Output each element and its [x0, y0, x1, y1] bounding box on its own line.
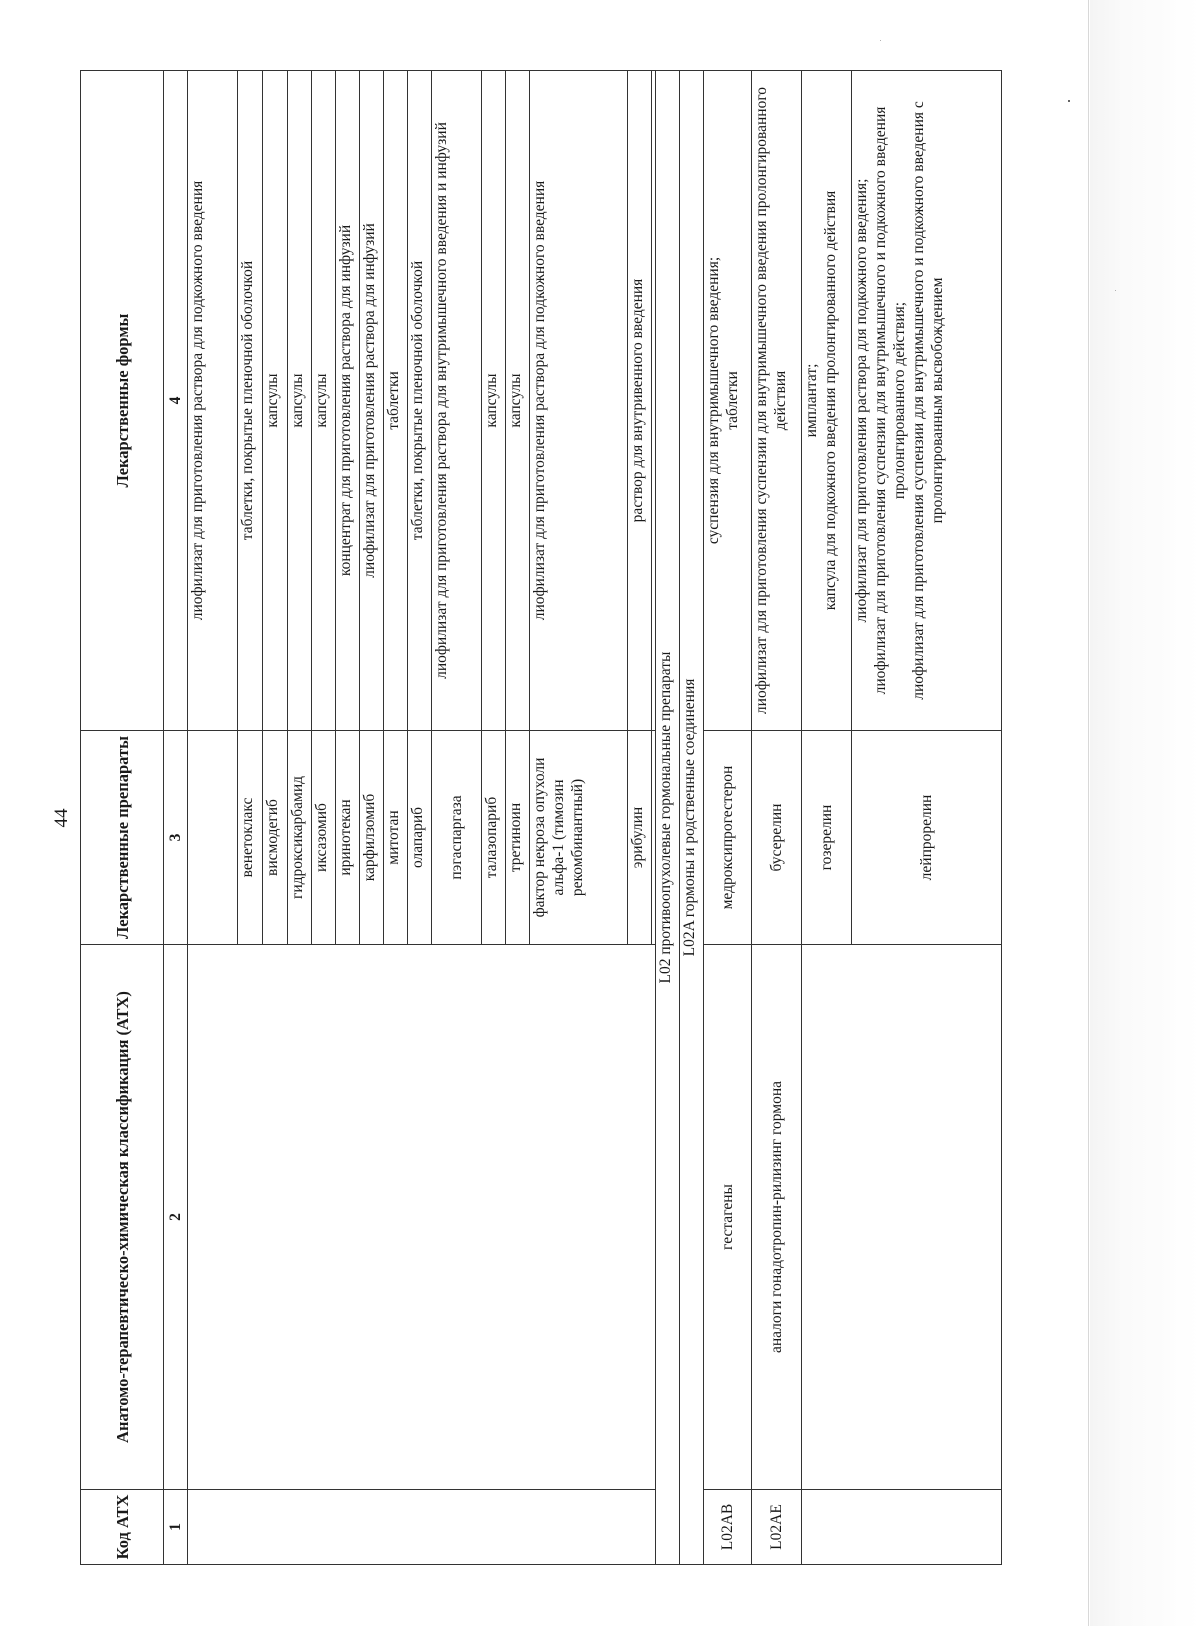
column-number: 1: [164, 1490, 188, 1565]
form-cell: капсулы: [263, 71, 288, 731]
drug-cell: талазопариб: [482, 731, 506, 945]
page-number: 44: [51, 808, 72, 828]
drug-cell: венетоклакс: [238, 731, 263, 945]
form-line: таблетки: [724, 371, 741, 430]
form-cell: раствор для внутривенного введения: [628, 71, 652, 731]
drug-cell: медроксипрогестерон: [704, 731, 752, 945]
form-cell: лиофилизат для приготовления раствора для внутримышечного введения и инфузий: [432, 71, 482, 731]
form-cell: [802, 71, 852, 731]
form-cell: таблетки, покрытые пленочной оболочкой: [238, 71, 263, 731]
header-classification: Анатомо-терапевтическо-химическая классификация (АТХ): [81, 945, 164, 1490]
drug-cell: гозерелин: [802, 731, 852, 945]
form-cell: таблетки: [384, 71, 408, 731]
column-number: 3: [164, 731, 188, 945]
section-row-l02a: [680, 71, 704, 1565]
drug-cell: висмодегиб: [263, 731, 288, 945]
form-cell: таблетки, покрытые пленочной оболочкой: [408, 71, 432, 731]
atx-code: L02AB: [704, 1490, 752, 1565]
form-line: имплантат;: [803, 363, 820, 438]
section-l02: L02 противоопухолевые гормональные препараты: [656, 71, 680, 1565]
form-line: лиофилизат для приготовления суспензии для внутримышечного и подкожного введения пролонгированного действия;: [872, 106, 908, 695]
classification-cell-empty: [802, 945, 1002, 1490]
form-cell: капсулы: [506, 71, 530, 731]
section-row-l02: [656, 71, 680, 1565]
classification-cell-empty: [188, 945, 656, 1490]
form-line: лиофилизат для приготовления раствора для подкожного введения;: [853, 178, 870, 623]
header-drugs: Лекарственные препараты: [81, 731, 164, 945]
scan-speck: [880, 40, 881, 41]
rotated-document: [50, 68, 1110, 1568]
table-row-l02ab: [704, 71, 752, 1565]
form-cell: лиофилизат для приготовления суспензии для внутримышечного введения пролонгированного действия: [752, 71, 802, 731]
column-number: 2: [164, 945, 188, 1490]
header-code: Код АТХ: [81, 1490, 164, 1565]
form-cell: лиофилизат для приготовления раствора для инфузий: [360, 71, 384, 731]
drug-cell: пэгаспаргаза: [432, 731, 482, 945]
form-cell: лиофилизат для приготовления раствора для подкожного введения: [188, 71, 238, 731]
drug-cell: карфилзомиб: [360, 731, 384, 945]
form-cell: [704, 71, 752, 731]
form-cell: капсулы: [482, 71, 506, 731]
atx-group: гестагены: [704, 945, 752, 1490]
drug-cell: эрибулин: [628, 731, 652, 945]
column-number: 4: [164, 71, 188, 731]
section-l02a: L02A гормоны и родственные соединения: [680, 71, 704, 1565]
code-cell-empty: [188, 1490, 656, 1565]
form-cell: лиофилизат для приготовления раствора для подкожного введения: [530, 71, 628, 731]
form-cell: концентрат для приготовления раствора для инфузий: [336, 71, 360, 731]
drug-cell: [188, 731, 238, 945]
drug-cell: третиноин: [506, 731, 530, 945]
drug-cell: гидроксикарбамид: [288, 731, 312, 945]
scan-speck: [1115, 290, 1116, 291]
atx-code: L02AE: [752, 1490, 802, 1565]
code-cell-empty: [802, 1490, 1002, 1565]
form-line: суспензия для внутримышечного введения;: [705, 256, 722, 545]
drug-cell: иринотекан: [336, 731, 360, 945]
form-cell: капсулы: [288, 71, 312, 731]
atx-group: аналоги гонадотропин-рилизинг гормона: [752, 945, 802, 1490]
drug-cell: фактор некроза опухоли альфа-1 (тимозин рекомбинантный): [530, 731, 628, 945]
form-cell: капсулы: [312, 71, 336, 731]
drug-cell: лейпрорелин: [852, 731, 1002, 945]
table-row: [188, 71, 238, 1565]
drug-cell: иксазомиб: [312, 731, 336, 945]
form-line: лиофилизат для приготовления суспензии для внутримышечного и подкожного введения с пролонгированным высвобождением: [910, 101, 946, 700]
header-forms: Лекарственные формы: [81, 71, 164, 731]
table-header-row: [81, 71, 164, 1565]
drug-cell: митотан: [384, 731, 408, 945]
form-cell: [852, 71, 1002, 731]
column-number-row: [164, 71, 188, 1565]
drug-cell: бусерелин: [752, 731, 802, 945]
drug-cell: олапариб: [408, 731, 432, 945]
table-row-l02ae: [752, 71, 802, 1565]
table-row: [802, 71, 852, 1565]
medication-table: [80, 70, 1002, 1565]
form-line: капсула для подкожного введения пролонгированного действия: [822, 190, 839, 611]
